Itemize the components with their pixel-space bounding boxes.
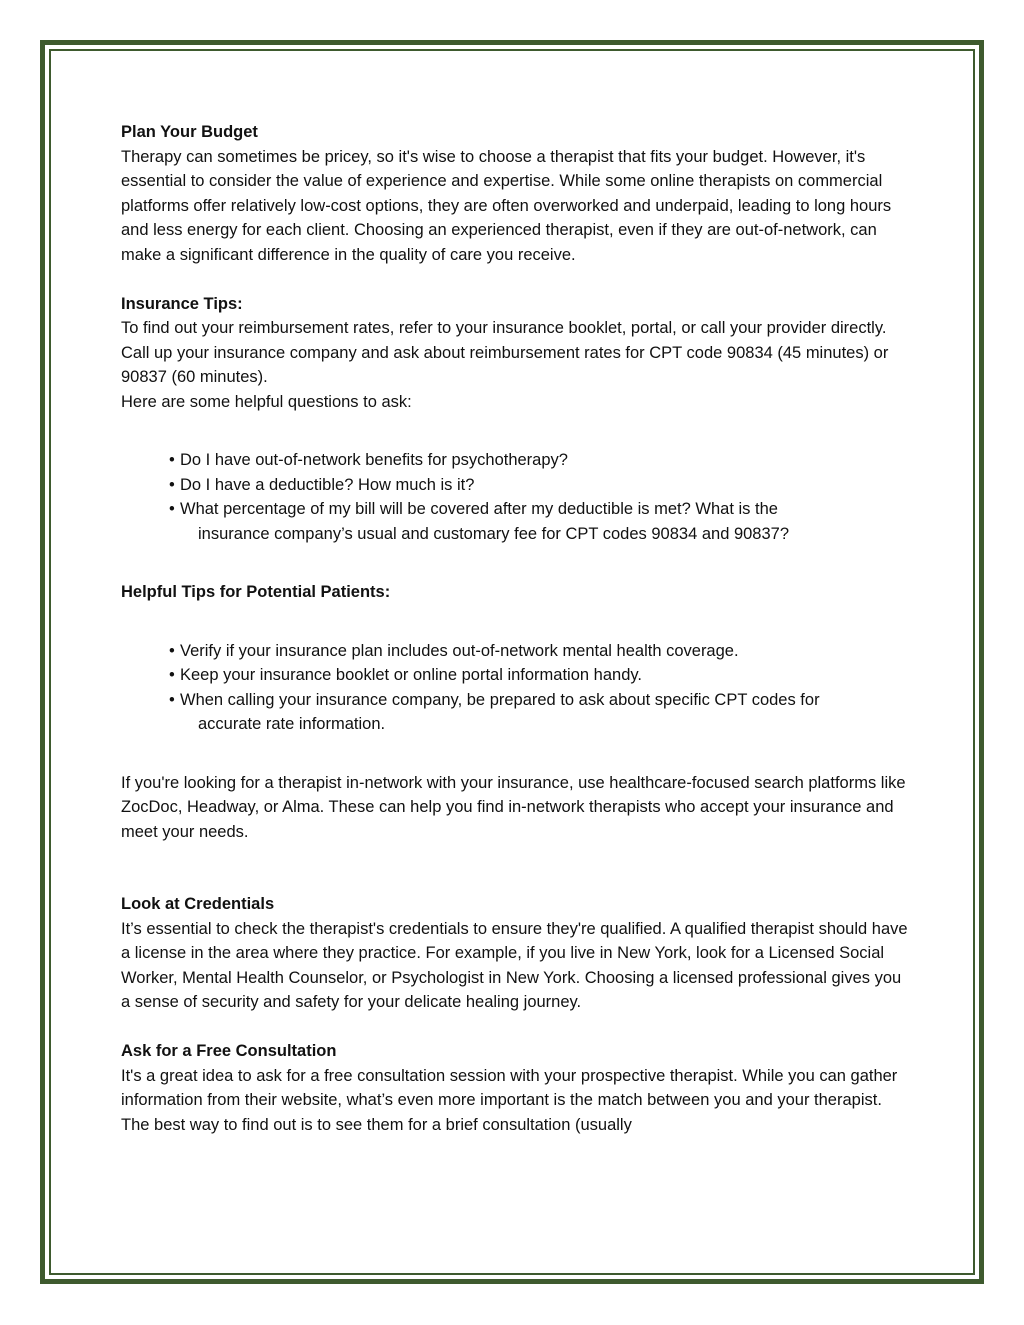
list-item: • Verify if your insurance plan includes out-of-network mental health coverage. <box>169 639 911 664</box>
section-body-credentials: It’s essential to check the therapist's credentials to ensure they're qualified. A qualified therapist should have a license in the area where they practice. For example, if you live in New York, look for a Licensed Social Worker, Mental Health Counselor, or Psychologist in New York. Choosing a licensed professional gives you a sense of security and safety for your delicate healing journey. <box>121 919 908 1011</box>
question-list <box>121 448 911 546</box>
bullet-icon: • <box>169 641 175 660</box>
list-item: • What percentage of my bill will be covered after my deductible is met? What is the insurance company’s usual and customary fee for CPT codes 90834 and 90837? <box>169 497 911 546</box>
section-body-insurance: To find out your reimbursement rates, refer to your insurance booklet, portal, or call your provider directly. Call up your insurance company and ask about reimbursement rates for CPT code 90834 (45 minutes) or 90837 (60 minutes). <box>121 319 889 386</box>
section-heading-insurance: Insurance Tips: <box>121 294 243 313</box>
bullet-icon: • <box>169 690 175 709</box>
section-heading-credentials: Look at Credentials <box>121 895 275 913</box>
bullet-icon: • <box>169 500 175 518</box>
bullet-icon: • <box>169 475 175 494</box>
list-item: • Keep your insurance booklet or online portal information handy. <box>169 663 911 688</box>
list-item: • When calling your insurance company, be prepared to ask about specific CPT codes for accurate rate information. <box>169 688 911 737</box>
document-body <box>121 120 911 1137</box>
bullet-icon: • <box>169 666 175 684</box>
section-heading-tips: Helpful Tips for Potential Patients: <box>121 583 391 601</box>
list-item: • Do I have out-of-network benefits for psychotherapy? <box>169 448 911 473</box>
section-body-budget: Therapy can sometimes be pricey, so it's wise to choose a therapist that fits your budget. However, it's essential to consider the value of experience and expertise. While some online therapists on commercial platforms offer relatively low-cost options, they are often overworked and underpaid, leading to long hours and less energy for each client. Choosing an experienced therapist, even if they are out-of-network, can make a significant difference in the quality of care you receive. <box>121 147 892 264</box>
section-heading-budget: Plan Your Budget <box>121 123 258 141</box>
in-network-paragraph: If you're looking for a therapist in-network with your insurance, use healthcare-focused search platforms like ZocDoc, Headway, or Alma. These can help you find in-network therapists who accept your insurance and meet your needs. <box>121 773 906 841</box>
bullet-icon: • <box>169 451 175 469</box>
section-heading-consultation: Ask for a Free Consultation <box>121 1042 337 1060</box>
questions-intro: Here are some helpful questions to ask: <box>121 392 412 411</box>
section-body-consultation: It's a great idea to ask for a free consultation session with your prospective therapist. While you can gather information from their website, what’s even more important is the match between you and your therapist. The best way to find out is to see them for a brief consultation (usually <box>121 1066 898 1134</box>
tips-list <box>121 639 911 737</box>
list-item: • Do I have a deductible? How much is it? <box>169 473 911 498</box>
